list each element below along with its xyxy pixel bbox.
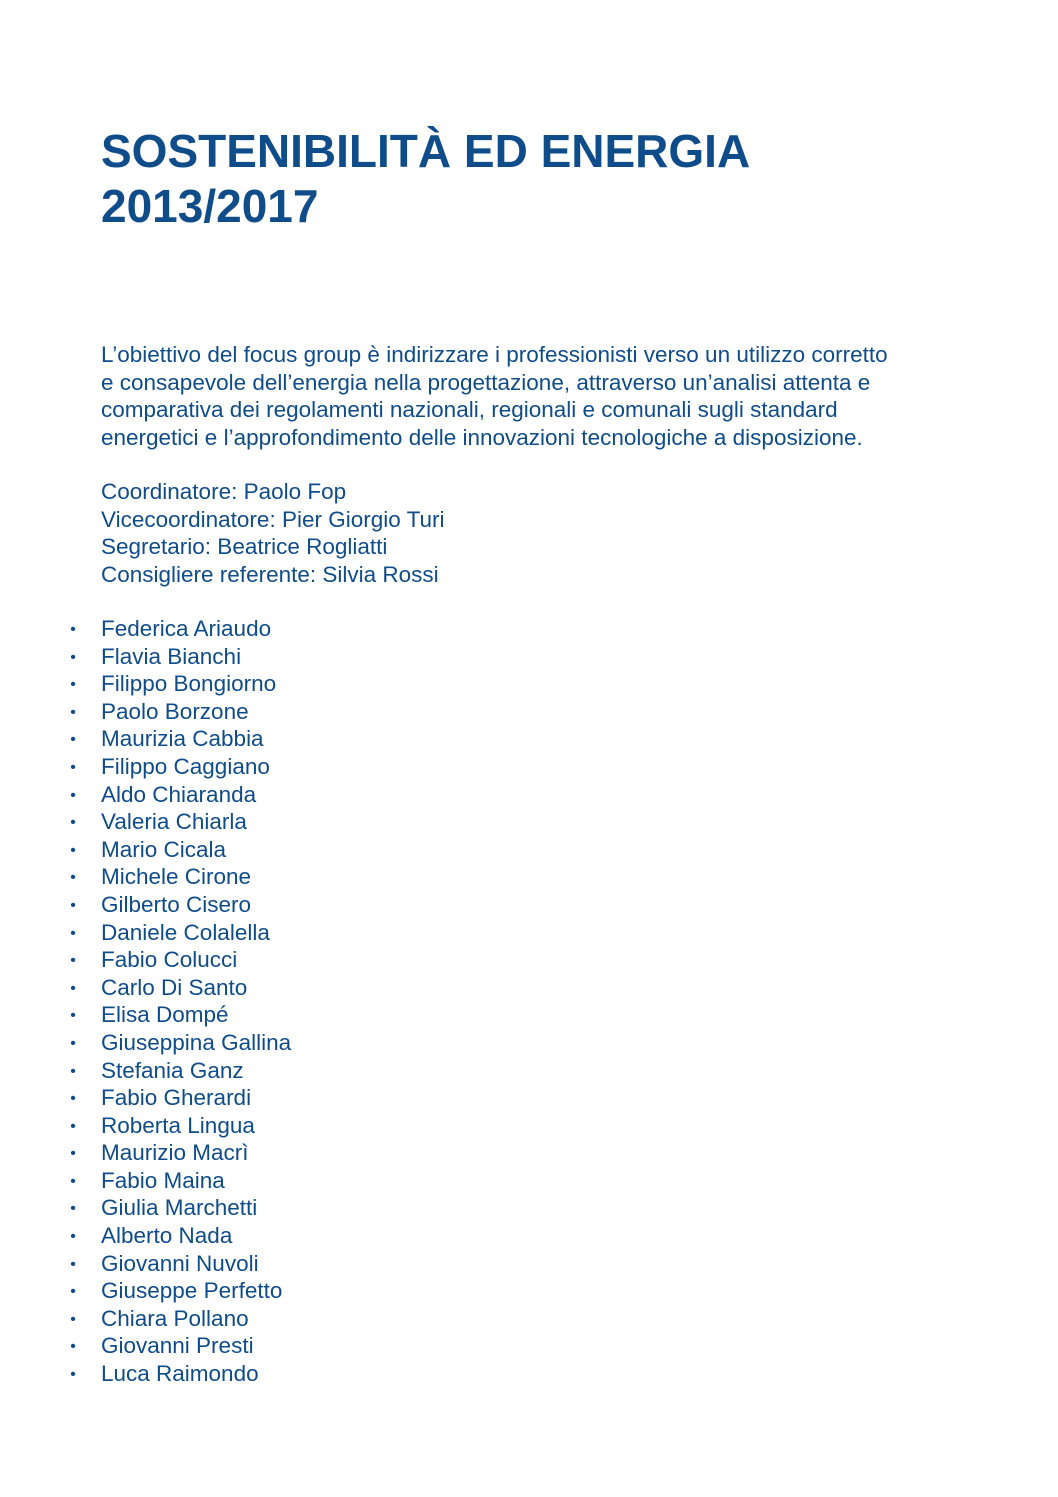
bullet-icon: •: [70, 841, 76, 859]
member-name: Federica Ariaudo: [101, 616, 272, 641]
member-name: Flavia Bianchi: [101, 643, 242, 669]
member-name: Fabio Maina: [101, 1167, 225, 1193]
list-item: [0, 836, 600, 864]
list-item: [0, 919, 600, 947]
page-title: [101, 124, 961, 234]
member-name: Mario Cicala: [101, 836, 227, 862]
bullet-icon: •: [70, 814, 76, 832]
member-name: Filippo Bongiorno: [101, 671, 277, 697]
role-vice-coordinator: Vicecoordinatore: Pier Giorgio Turi: [101, 506, 445, 532]
list-item: [0, 615, 600, 643]
member-name: Giuseppina Gallina: [101, 1029, 292, 1055]
title-line-1: SOSTENIBILITÀ ED ENERGIA: [101, 125, 751, 177]
member-name: Filippo Caggiano: [101, 753, 270, 779]
bullet-icon: •: [70, 1034, 76, 1052]
bullet-icon: •: [70, 1310, 76, 1328]
bullet-icon: •: [70, 869, 76, 887]
list-item: [0, 1167, 600, 1195]
intro-paragraph: [101, 341, 1001, 451]
bullet-icon: •: [70, 731, 76, 749]
member-name: Fabio Gherardi: [101, 1085, 252, 1111]
intro-line: L’obiettivo del focus group è indirizzare i professionisti verso un utilizzo corretto: [101, 342, 888, 367]
member-name: Luca Raimondo: [101, 1361, 259, 1387]
intro-line: energetici e l’approfondimento delle innovazioni tecnologiche a disposizione.: [101, 424, 863, 450]
bullet-icon: •: [70, 1338, 76, 1356]
bullet-icon: •: [70, 1145, 76, 1163]
member-name: Daniele Colalella: [101, 919, 270, 945]
intro-line: comparativa dei regolamenti nazionali, regionali e comunali sugli standard: [101, 397, 838, 423]
role-board-referent: Consigliere referente: Silvia Rossi: [101, 561, 439, 587]
list-item: [0, 1222, 600, 1250]
member-name: Stefania Ganz: [101, 1057, 244, 1083]
intro-line: e consapevole dell’energia nella progettazione, attraverso un’analisi attenta e: [101, 369, 871, 395]
list-item: [0, 643, 600, 671]
member-name: Giovanni Presti: [101, 1333, 254, 1359]
members-list: [0, 615, 600, 1388]
bullet-icon: •: [70, 1283, 76, 1301]
bullet-icon: •: [70, 676, 76, 694]
member-name: Maurizio Macrì: [101, 1140, 249, 1166]
member-name: Carlo Di Santo: [101, 974, 248, 1000]
list-item: [0, 808, 600, 836]
bullet-icon: •: [70, 703, 76, 721]
list-item: [0, 1277, 600, 1305]
member-name: Giulia Marchetti: [101, 1195, 258, 1221]
title-line-2: 2013/2017: [101, 180, 319, 232]
bullet-icon: •: [70, 648, 76, 666]
list-item: [0, 753, 600, 781]
member-name: Giuseppe Perfetto: [101, 1278, 283, 1304]
list-item: [0, 946, 600, 974]
list-item: [0, 781, 600, 809]
role-coordinator: Coordinatore: Paolo Fop: [101, 479, 347, 504]
member-name: Michele Cirone: [101, 864, 252, 890]
bullet-icon: •: [70, 1255, 76, 1273]
list-item: [0, 1194, 600, 1222]
bullet-icon: •: [70, 786, 76, 804]
list-item: [0, 725, 600, 753]
bullet-icon: •: [70, 758, 76, 776]
list-item: [0, 1112, 600, 1140]
member-name: Chiara Pollano: [101, 1305, 249, 1331]
member-name: Aldo Chiaranda: [101, 781, 257, 807]
member-name: Alberto Nada: [101, 1223, 233, 1249]
bullet-icon: •: [70, 1090, 76, 1108]
member-name: Roberta Lingua: [101, 1112, 255, 1138]
bullet-icon: •: [70, 1007, 76, 1025]
bullet-icon: •: [70, 1366, 76, 1384]
member-name: Maurizia Cabbia: [101, 726, 264, 752]
roles-block: [101, 478, 901, 588]
list-item: [0, 1029, 600, 1057]
bullet-icon: •: [70, 1117, 76, 1135]
member-name: Gilberto Cisero: [101, 891, 252, 917]
member-name: Fabio Colucci: [101, 947, 238, 973]
member-name: Valeria Chiarla: [101, 809, 247, 835]
list-item: [0, 1250, 600, 1278]
list-item: [0, 1057, 600, 1085]
list-item: [0, 974, 600, 1002]
bullet-icon: •: [70, 896, 76, 914]
member-name: Paolo Borzone: [101, 698, 249, 724]
bullet-icon: •: [70, 952, 76, 970]
list-item: [0, 1305, 600, 1333]
bullet-icon: •: [70, 1062, 76, 1080]
list-item: [0, 1084, 600, 1112]
bullet-icon: •: [70, 979, 76, 997]
list-item: [0, 1360, 600, 1388]
member-name: Giovanni Nuvoli: [101, 1250, 259, 1276]
bullet-icon: •: [70, 1172, 76, 1190]
list-item: [0, 1139, 600, 1167]
bullet-icon: •: [70, 924, 76, 942]
role-secretary: Segretario: Beatrice Rogliatti: [101, 534, 388, 560]
member-name: Elisa Dompé: [101, 1002, 229, 1028]
list-item: [0, 698, 600, 726]
list-item: [0, 863, 600, 891]
list-item: [0, 1332, 600, 1360]
bullet-icon: •: [70, 1200, 76, 1218]
bullet-icon: •: [70, 621, 76, 638]
list-item: [0, 1001, 600, 1029]
bullet-icon: •: [70, 1228, 76, 1246]
list-item: [0, 670, 600, 698]
list-item: [0, 891, 600, 919]
